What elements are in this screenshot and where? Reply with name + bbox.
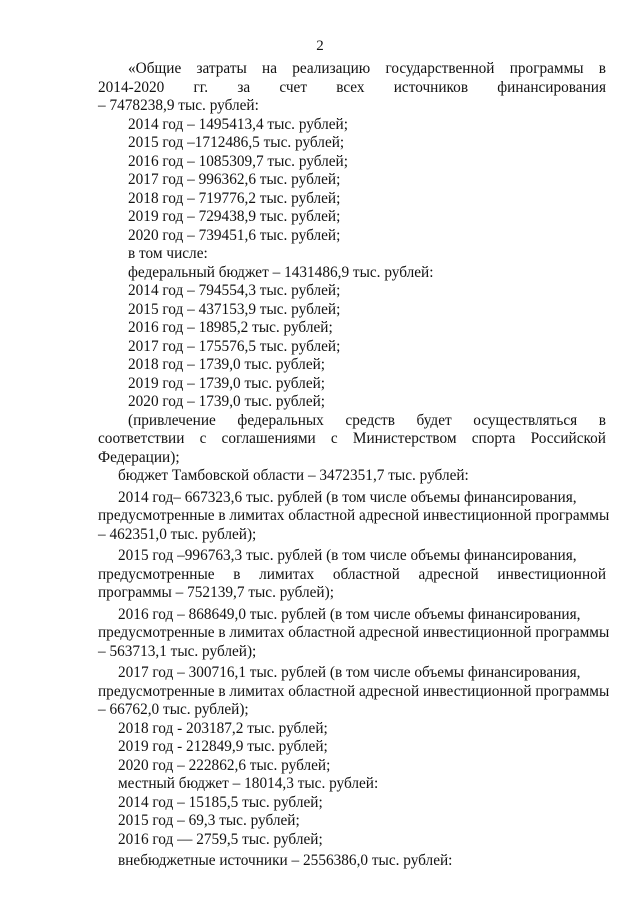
text-line: федеральный бюджет – 1431486,9 тыс. рублей: [128,263,434,281]
text-line: 2014 год – 15185,5 тыс. рублей; [118,793,323,811]
text-line: предусмотренные в лимитах областной адресной инвестиционной программы [98,682,610,700]
text-line: 2017 год – 300716,1 тыс. рублей (в том числе объемы финансирования, [118,664,581,681]
text-line: – 563713,1 тыс. рублей); [98,642,257,660]
text-line: 2016 год – 868649,0 тыс. рублей (в том числе объемы финансирования, [118,605,581,623]
text-line: предусмотренные в лимитах областной адресной инвестиционной программы [98,624,610,641]
text-line: 2020 год – 1739,0 тыс. рублей; [128,393,326,410]
text-line: 2019 год – 1739,0 тыс. рублей; [128,374,326,392]
text-line: 2015 год –996763,3 тыс. рублей (в том числе объемы финансирования, [118,547,577,564]
text-line: 2017 год – 996362,6 тыс. рублей; [128,171,341,188]
document-body [98,60,610,871]
text-line: – 462351,0 тыс. рублей); [98,525,257,543]
text-line: 2018 год - 203187,2 тыс. рублей; [118,719,328,737]
text-line: 2018 год – 1739,0 тыс. рублей; [128,356,326,373]
text-line: 2015 год – 69,3 тыс. рублей; [118,812,300,829]
text-line: 2016 год – 18985,2 тыс. рублей; [128,319,333,336]
text-line: внебюджетные источники – 2556386,0 тыс. рублей: [118,852,453,869]
text-line: 2015 год – 437153,9 тыс. рублей; [128,300,341,318]
text-line: Федерации); [98,448,180,466]
text-line: 2016 год – 1085309,7 тыс. рублей; [128,152,348,170]
text-line: 2014 год – 1495413,4 тыс. рублей; [128,115,348,133]
text-line: 2017 год – 175576,5 тыс. рублей; [128,337,341,355]
text-line: местный бюджет – 18014,3 тыс. рублей: [118,775,379,792]
text-line: в том числе: [128,245,208,262]
page-number: 2 [316,38,324,54]
text-line: 2014 год– 667323,6 тыс. рублей (в том числе объемы финансирования, [118,488,577,506]
text-line: 2014-2020 гг. за счет всех источников финансирования [98,78,606,96]
text-line: 2016 год — 2759,5 тыс. рублей; [118,830,323,848]
text-line: 2018 год – 719776,2 тыс. рублей; [128,189,341,207]
text-line: «Общие затраты на реализацию государственной программы в [128,60,606,77]
text-line: 2020 год – 222862,6 тыс. рублей; [118,756,331,774]
text-line: 2019 год – 729438,9 тыс. рублей; [128,208,341,225]
text-line: – 7478238,9 тыс. рублей: [98,97,259,114]
text-line: (привлечение федеральных средств будет осуществляться в [128,411,606,429]
text-line: программы – 752139,7 тыс. рублей); [98,584,334,601]
text-line: 2020 год – 739451,6 тыс. рублей; [128,226,341,244]
text-line: предусмотренные в лимитах областной адресной инвестиционной [98,565,606,583]
text-line: 2014 год – 794554,3 тыс. рублей; [128,282,341,299]
text-line: 2019 год - 212849,9 тыс. рублей; [118,738,328,755]
text-line: предусмотренные в лимитах областной адресной инвестиционной программы [98,507,610,524]
text-line: 2015 год –1712486,5 тыс. рублей; [128,134,345,151]
text-line: – 66762,0 тыс. рублей); [98,701,249,718]
text-line: соответствии с соглашениями с Министерством спорта Российской [98,430,606,447]
text-line: бюджет Тамбовской области – 3472351,7 тыс. рублей: [118,467,469,484]
